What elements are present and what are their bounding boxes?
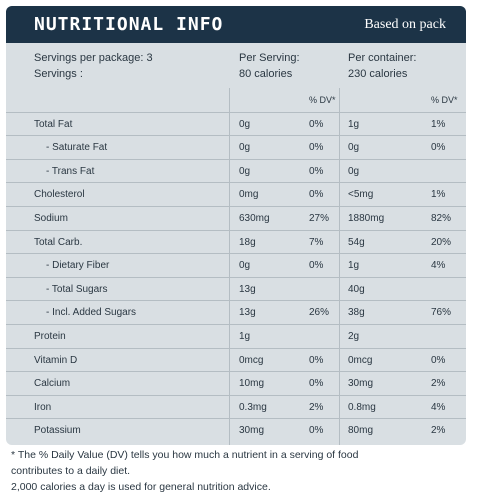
container-dv: 2% — [431, 425, 446, 437]
nutrient-row — [6, 253, 466, 277]
nutrient-row — [6, 348, 466, 372]
container-amount: 0g — [348, 142, 360, 154]
serving-dv: 0% — [309, 165, 324, 177]
nutrient-row — [6, 159, 466, 183]
container-amount: 30mg — [348, 378, 374, 390]
serving-dv: 7% — [309, 236, 324, 248]
nutrient-row — [6, 135, 466, 159]
serving-amount: 1g — [239, 330, 251, 342]
serving-dv: 0% — [309, 260, 324, 272]
nutrient-name: - Saturate Fat — [46, 142, 108, 154]
servings-label: Servings : — [34, 68, 83, 80]
per-container-info — [348, 50, 458, 82]
container-dv: 1% — [431, 189, 446, 201]
nutrient-row — [6, 300, 466, 324]
nutrient-row — [6, 277, 466, 301]
container-dv: 4% — [431, 260, 446, 272]
serving-dv: 0% — [309, 425, 324, 437]
column-divider — [339, 88, 340, 445]
nutrition-panel — [6, 6, 466, 445]
container-amount: <5mg — [348, 189, 374, 201]
container-amount: 80mg — [348, 425, 374, 437]
dv-serving-header: % DV* — [309, 95, 336, 105]
serving-dv: 26% — [309, 307, 330, 319]
serving-dv: 0% — [309, 189, 324, 201]
container-dv: 2% — [431, 378, 446, 390]
nutrient-row — [6, 206, 466, 230]
footnote-line: * The % Daily Value (DV) tells you how much a nutrient in a serving of food — [11, 449, 359, 461]
nutrient-name: Total Carb. — [34, 236, 83, 248]
per-serving-info — [239, 50, 349, 82]
nutrient-name: - Incl. Added Sugars — [46, 307, 137, 319]
serving-amount: 0g — [239, 260, 251, 272]
nutrient-name: - Trans Fat — [46, 165, 95, 177]
serving-amount: 10mg — [239, 378, 265, 390]
servings-per-package: Servings per package: 3 — [34, 52, 153, 64]
container-amount: 1g — [348, 260, 360, 272]
per-container-calories: 230 calories — [348, 68, 408, 80]
serving-amount: 18g — [239, 236, 256, 248]
nutrient-row — [6, 371, 466, 395]
serving-amount: 13g — [239, 283, 256, 295]
nutrient-name: - Total Sugars — [46, 283, 108, 295]
container-amount: 54g — [348, 236, 365, 248]
container-amount: 1880mg — [348, 212, 385, 224]
container-amount: 2g — [348, 330, 360, 342]
servings-info — [34, 50, 224, 82]
container-dv: 4% — [431, 401, 446, 413]
nutrient-name: Potassium — [34, 425, 81, 437]
serving-amount: 0mcg — [239, 354, 264, 366]
container-dv: 0% — [431, 142, 446, 154]
nutrient-row — [6, 418, 466, 442]
serving-amount: 0mg — [239, 189, 259, 201]
nutrient-name: Protein — [34, 330, 66, 342]
serving-amount: 0.3mg — [239, 401, 267, 413]
serving-dv: 0% — [309, 118, 324, 130]
footnote-line: 2,000 calories a day is used for general nutrition advice. — [11, 481, 271, 493]
serving-summary — [6, 43, 466, 88]
serving-amount: 0g — [239, 118, 251, 130]
nutrient-row — [6, 112, 466, 136]
container-amount: 38g — [348, 307, 365, 319]
footnote-line: contributes to a daily diet. — [11, 465, 131, 477]
footnote — [11, 447, 471, 495]
nutrient-row — [6, 182, 466, 206]
container-amount: 40g — [348, 283, 365, 295]
container-dv: 1% — [431, 118, 446, 130]
panel-subtitle: Based on pack — [364, 17, 446, 32]
nutrient-name: Iron — [34, 401, 52, 413]
serving-amount: 13g — [239, 307, 256, 319]
nutrient-row — [6, 395, 466, 419]
container-dv: 76% — [431, 307, 452, 319]
serving-dv: 0% — [309, 354, 324, 366]
panel-title: NUTRITIONAL INFO — [34, 14, 224, 35]
nutrient-row — [6, 324, 466, 348]
serving-dv: 0% — [309, 142, 324, 154]
nutrient-name: - Dietary Fiber — [46, 260, 110, 272]
dv-header-row — [6, 88, 466, 112]
nutrient-row — [6, 230, 466, 254]
container-dv: 0% — [431, 354, 446, 366]
dv-container-header: % DV* — [431, 95, 458, 105]
per-serving-calories: 80 calories — [239, 68, 293, 80]
serving-amount: 0g — [239, 165, 251, 177]
serving-dv: 27% — [309, 212, 330, 224]
serving-dv: 0% — [309, 378, 324, 390]
nutrient-name: Sodium — [34, 212, 68, 224]
nutrient-name: Calcium — [34, 378, 71, 390]
nutrient-name: Cholesterol — [34, 189, 85, 201]
serving-amount: 30mg — [239, 425, 265, 437]
container-dv: 82% — [431, 212, 452, 224]
per-container-label: Per container: — [348, 52, 417, 64]
serving-amount: 630mg — [239, 212, 270, 224]
nutrient-name: Vitamin D — [34, 354, 78, 366]
container-amount: 0.8mg — [348, 401, 376, 413]
panel-header — [6, 6, 466, 43]
container-amount: 0mcg — [348, 354, 373, 366]
container-amount: 0g — [348, 165, 360, 177]
container-dv: 20% — [431, 236, 452, 248]
serving-dv: 2% — [309, 401, 324, 413]
nutrient-name: Total Fat — [34, 118, 73, 130]
per-serving-label: Per Serving: — [239, 52, 300, 64]
serving-amount: 0g — [239, 142, 251, 154]
column-divider — [229, 88, 230, 445]
nutrient-table — [6, 88, 466, 442]
container-amount: 1g — [348, 118, 360, 130]
